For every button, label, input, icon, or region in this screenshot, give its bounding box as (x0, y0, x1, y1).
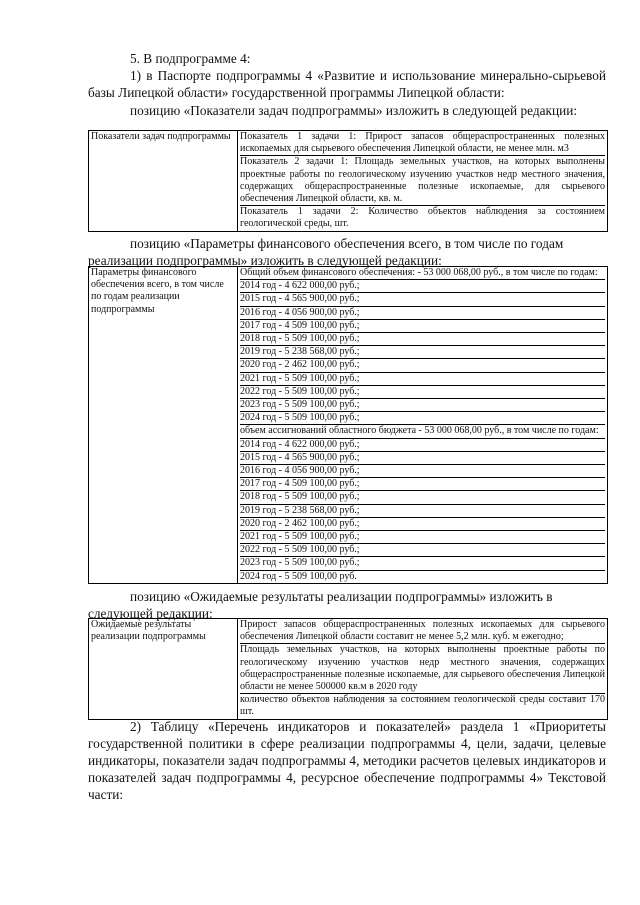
financing-line: 2017 год - 4 509 100,00 руб.; (240, 320, 605, 333)
financing-line: 2019 год - 5 238 568,00 руб.; (240, 505, 605, 518)
financing-line: 2015 год - 4 565 900,00 руб.; (240, 293, 605, 306)
financing-line: 2016 год - 4 056 900,00 руб.; (240, 465, 605, 478)
position-1-paragraph: позицию «Показатели задач подпрограммы» изложить в следующей редакции: (130, 103, 578, 118)
result-line: Площадь земельных участков, на которых выполнены проектные работы по геологическому изучению участков недр местного значения, содержащих общераспространенные полезные ископаемые, для сырьевого обеспечения Липецкой области не менее 500000 кв.м в 2020 году (240, 644, 605, 694)
indicators-table (88, 130, 608, 232)
financing-line: 2018 год - 5 509 100,00 руб.; (240, 491, 605, 504)
table-label-cell: Показатели задач подпрограммы (89, 131, 238, 232)
table-row (89, 131, 608, 232)
item-1-paragraph: 1) в Паспорте подпрограммы 4 «Развитие и использование минерально-сырьевой базы Липецкой области» государственной программы Липецкой области: (88, 68, 606, 100)
financing-line: 2018 год - 5 509 100,00 руб.; (240, 333, 605, 346)
financing-line: 2023 год - 5 509 100,00 руб.; (240, 399, 605, 412)
indicator-line: Показатель 1 задачи 2: Количество объектов наблюдения за состоянием геологической среды, шт. (240, 206, 605, 230)
financing-line: 2022 год - 5 509 100,00 руб.; (240, 544, 605, 557)
table-value-cell (238, 267, 608, 584)
table-value-cell (238, 131, 608, 232)
financing-line: 2024 год - 5 509 100,00 руб. (240, 570, 357, 582)
financing-line: Общий объем финансового обеспечения: - 53 000 068,00 руб., в том числе по годам: (240, 267, 605, 280)
result-line: Прирост запасов общераспространенных полезных ископаемых для сырьевого обеспечения Липецкой области составит не менее 5,2 млн. куб. м ежегодно; (240, 619, 605, 644)
financing-line: 2019 год - 5 238 568,00 руб.; (240, 346, 605, 359)
financing-line: 2024 год - 5 509 100,00 руб.; (240, 412, 605, 425)
financing-line: 2023 год - 5 509 100,00 руб.; (240, 557, 605, 570)
financing-line: 2021 год - 5 509 100,00 руб.; (240, 373, 605, 386)
table-label-cell: Параметры финансового обеспечения всего, в том числе по годам реализации подпрограммы (89, 267, 238, 584)
result-line: количество объектов наблюдения за состоянием геологической среды составит 170 шт. (240, 694, 605, 718)
financing-line: 2017 год - 4 509 100,00 руб.; (240, 478, 605, 491)
table-row (89, 619, 608, 720)
financing-line: 2014 год - 4 622 000,00 руб.; (240, 439, 605, 452)
financing-table (88, 266, 608, 584)
section-heading: 5. В подпрограмме 4: (130, 51, 251, 66)
expected-results-table (88, 618, 608, 720)
financing-line: объем ассигнований областного бюджета - 53 000 068,00 руб., в том числе по годам: (240, 425, 605, 438)
financing-line: 2020 год - 2 462 100,00 руб.; (240, 359, 605, 372)
indicator-line: Показатель 1 задачи 1: Прирост запасов общераспространенных полезных ископаемых для сырьевого обеспечения Липецкой области, не менее млн. м3 (240, 131, 605, 156)
indicator-line: Показатель 2 задачи 1: Площадь земельных участков, на которых выполнены проектные работы по геологическому изучению участков недр местного значения, содержащих общераспространенные полезные ископаемые, для сырьевого обеспечения Липецкой области, кв. м. (240, 156, 605, 206)
financing-line: 2016 год - 4 056 900,00 руб.; (240, 307, 605, 320)
item-2-paragraph: 2) Таблицу «Перечень индикаторов и показателей» раздела 1 «Приоритеты государственной политики в сфере реализации подпрограммы 4, цели, задачи, целевые индикаторы, показатели задач подпрограммы 4, методики расчетов целевых индикаторов и показателей задач подпрограммы 4, ресурсное обеспечение подпрограммы 4» Текстовой части: (88, 719, 606, 802)
table-label-cell: Ожидаемые результаты реализации подпрограммы (89, 619, 238, 720)
financing-line: 2020 год - 2 462 100,00 руб.; (240, 518, 605, 531)
position-3-paragraph: позицию «Ожидаемые результаты реализации подпрограммы» изложить в следующей редакции: (88, 589, 553, 621)
financing-line: 2014 год - 4 622 000,00 руб.; (240, 280, 605, 293)
financing-line: 2015 год - 4 565 900,00 руб.; (240, 452, 605, 465)
position-2-paragraph: позицию «Параметры финансового обеспечения всего, в том числе по годам реализации подпрограммы» изложить в следующей редакции: (88, 236, 564, 268)
financing-line: 2022 год - 5 509 100,00 руб.; (240, 386, 605, 399)
financing-line: 2021 год - 5 509 100,00 руб.; (240, 531, 605, 544)
table-value-cell (238, 619, 608, 720)
table-row (89, 267, 608, 584)
